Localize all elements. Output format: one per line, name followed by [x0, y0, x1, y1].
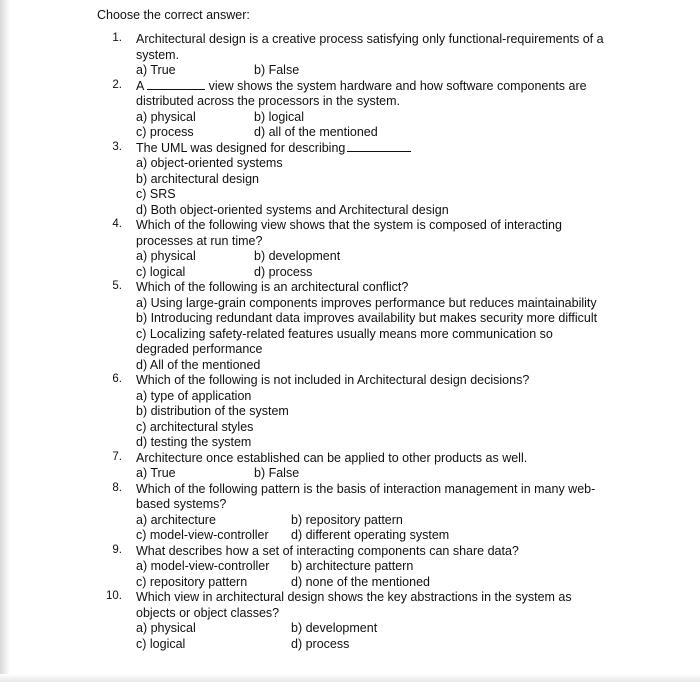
option-row — [136, 528, 700, 544]
option: a) physical — [136, 249, 196, 263]
option: b) False — [254, 466, 300, 480]
option: b) development — [254, 249, 341, 263]
question-stem: Which of the following is not included in Architectural design decisions? — [136, 373, 530, 387]
question-4 — [0, 218, 700, 280]
option: a) model-view-controller — [136, 559, 270, 573]
option: d) testing the system — [136, 435, 252, 449]
option: a) physical — [136, 109, 196, 124]
option: b) architecture pattern — [291, 559, 414, 573]
option: b) logical — [254, 109, 305, 124]
option: a) Using large-grain components improves performance but reduces maintainability — [136, 295, 597, 310]
question-1 — [0, 32, 700, 79]
option: d) none of the mentioned — [291, 574, 430, 589]
option: b) architectural design — [136, 171, 259, 186]
option: a) True — [136, 63, 176, 77]
option: c) logical — [136, 636, 186, 651]
option-row — [136, 110, 700, 126]
question-8 — [0, 482, 700, 544]
option-row — [136, 575, 700, 591]
option: c) logical — [136, 264, 186, 279]
question-6 — [0, 373, 700, 451]
question-5 — [0, 280, 700, 373]
option: b) Introducing redundant data improves availability but makes security more difficult — [136, 311, 598, 325]
option: b) False — [254, 63, 300, 77]
question-stem: Architectural design is a creative process satisfying only functional-requirements of a system. — [136, 32, 604, 62]
option: a) architecture — [136, 512, 216, 527]
option: b) distribution of the system — [136, 404, 289, 418]
question-stem — [136, 79, 606, 110]
option: d) process — [254, 264, 313, 279]
option: a) True — [136, 466, 176, 480]
question-list — [0, 32, 700, 652]
page-shadow-bottom — [0, 674, 700, 682]
question-number: 10. — [106, 590, 122, 602]
question-2 — [0, 79, 700, 141]
option-row — [136, 125, 700, 141]
question-stem: Which view in architectural design shows the key abstractions in the system as objects or object classes? — [136, 590, 572, 620]
option: b) development — [291, 621, 378, 635]
question-number: 7. — [112, 450, 122, 463]
option-row — [136, 249, 700, 265]
option: a) physical — [136, 621, 196, 635]
option: d) all of the mentioned — [254, 125, 378, 139]
option: d) process — [291, 636, 350, 651]
question-stem: Architecture once established can be applied to other products as well. — [136, 450, 528, 465]
stem-text: The UML was designed for describing — [136, 140, 346, 155]
option: d) Both object-oriented systems and Architectural design — [136, 202, 449, 217]
question-stem — [136, 141, 606, 157]
option-row — [136, 637, 700, 653]
question-3 — [0, 141, 700, 219]
answer-blank — [347, 141, 411, 152]
option-row — [136, 513, 700, 529]
question-number: 5. — [112, 280, 122, 292]
option-row — [136, 621, 700, 637]
answer-blank — [147, 79, 205, 90]
option: a) object-oriented systems — [136, 156, 283, 170]
option: c) model-view-controller — [136, 528, 269, 542]
option-row — [136, 63, 700, 79]
question-stem: Which of the following is an architectural conflict? — [136, 280, 409, 294]
option: d) All of the mentioned — [136, 357, 261, 372]
option: c) SRS — [136, 187, 176, 201]
option: b) repository pattern — [291, 512, 403, 527]
question-number: 2. — [112, 78, 122, 91]
stem-text: view shows the system hardware and how software components are distributed across the processors in the system. — [136, 78, 587, 108]
instructions-heading: Choose the correct answer: — [97, 8, 250, 22]
option: d) different operating system — [291, 528, 450, 542]
question-stem: Which of the following view shows that the system is composed of interacting processes at run time? — [136, 218, 562, 248]
question-9 — [0, 544, 700, 591]
option: c) repository pattern — [136, 574, 248, 589]
stem-text: A — [136, 78, 144, 93]
question-stem: What describes how a set of interacting components can share data? — [136, 543, 519, 558]
question-number: 4. — [112, 218, 122, 230]
option: c) architectural styles — [136, 419, 254, 434]
question-7 — [0, 451, 700, 482]
question-10 — [0, 590, 700, 652]
option-row — [136, 466, 700, 482]
option: a) type of application — [136, 388, 252, 403]
question-number: 3. — [112, 140, 122, 153]
option: c) Localizing safety-related features usually means more communication so degraded performance — [136, 326, 553, 356]
question-number: 6. — [112, 373, 122, 385]
question-stem: Which of the following pattern is the basis of interaction management in many web-based systems? — [136, 481, 596, 511]
option-row — [136, 265, 700, 281]
option-row — [136, 559, 700, 575]
question-number: 9. — [112, 543, 122, 556]
question-number: 8. — [112, 481, 122, 494]
question-number: 1. — [112, 32, 122, 44]
option: c) process — [136, 125, 194, 139]
